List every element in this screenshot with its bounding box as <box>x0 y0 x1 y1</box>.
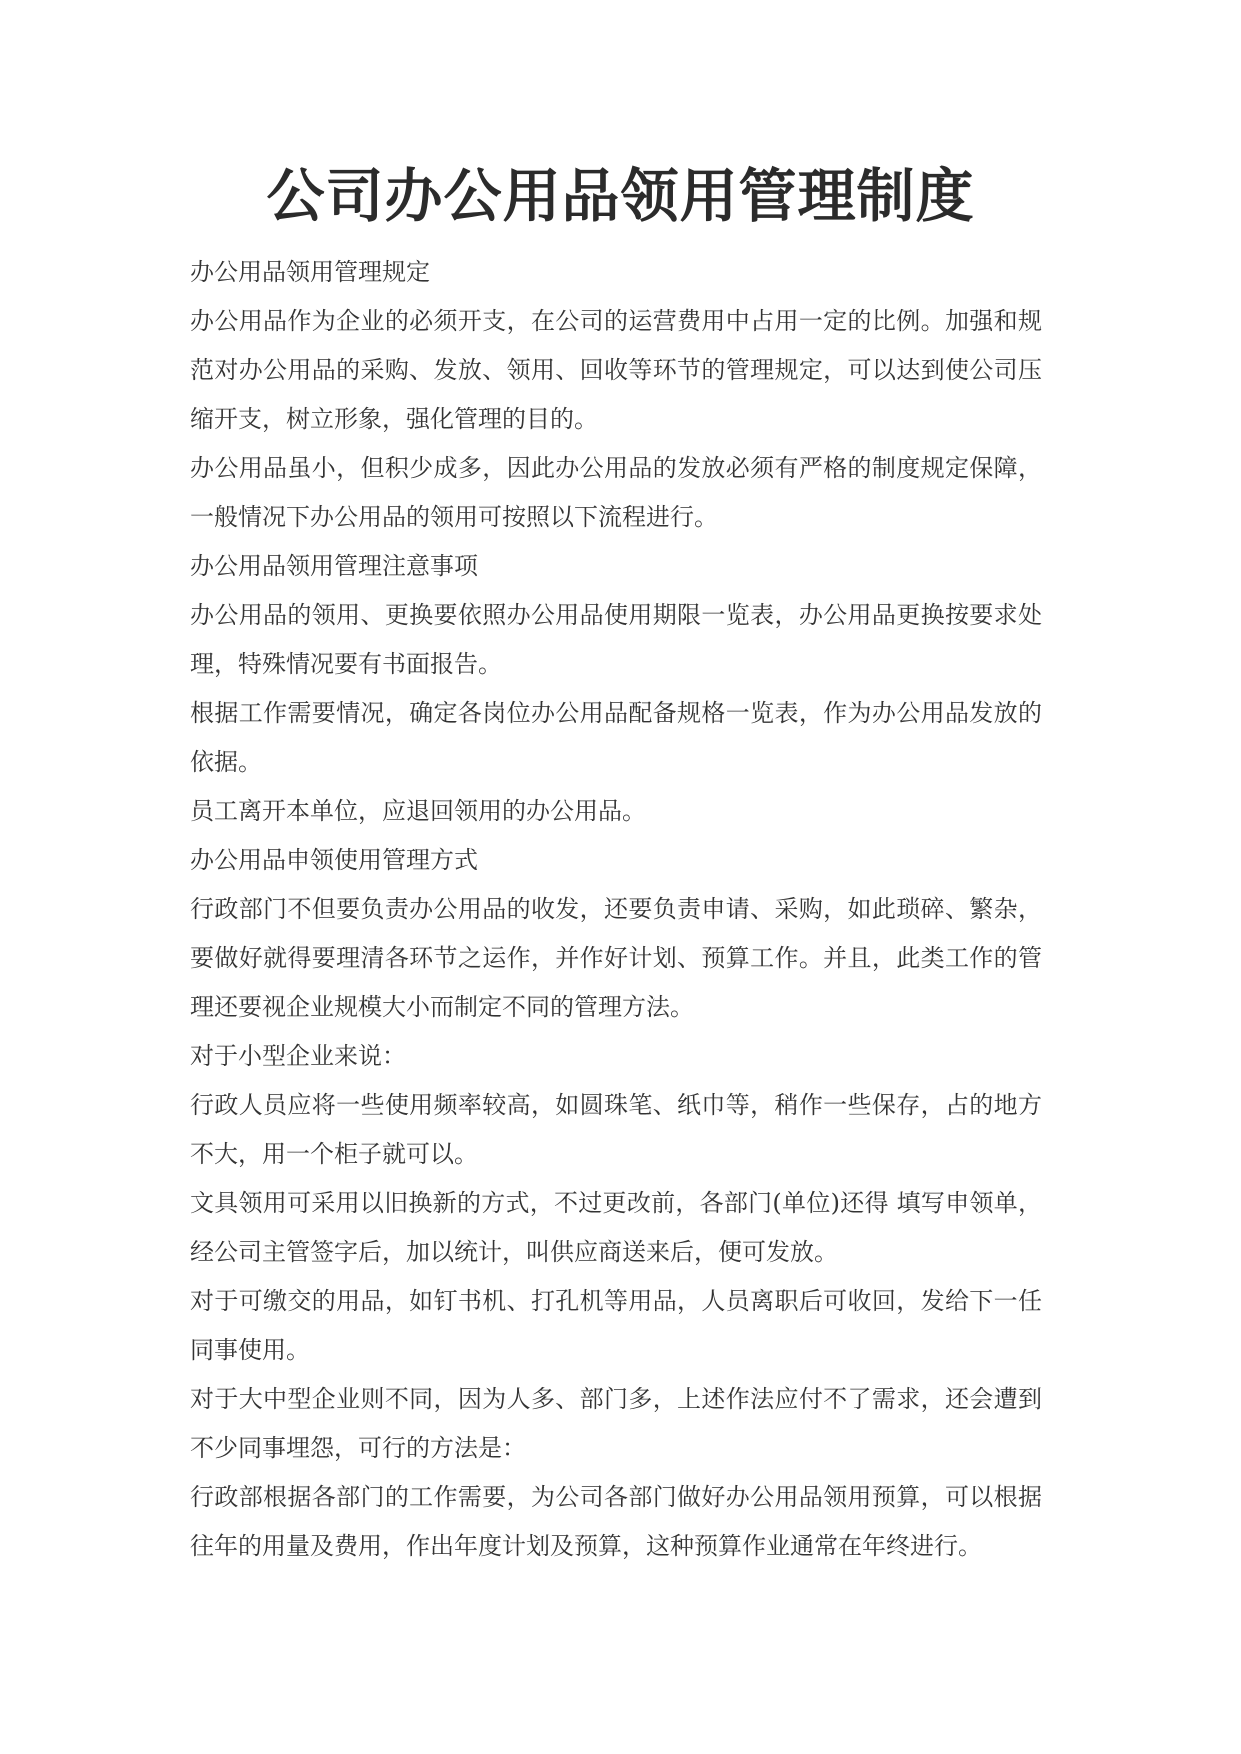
paragraph: 文具领用可采用以旧换新的方式，不过更改前，各部门(单位)还得 填写申领单，经公司主管签字后，加以统计，叫供应商送来后，便可发放。 <box>190 1189 1042 1266</box>
paragraph: 员工离开本单位，应退回领用的办公用品。 <box>190 797 646 825</box>
section-heading: 办公用品领用管理注意事项 <box>190 552 478 580</box>
paragraph: 办公用品的领用、更换要依照办公用品使用期限一览表，办公用品更换按要求处理，特殊情况要有书面报告。 <box>190 601 1042 678</box>
paragraph: 对于可缴交的用品，如钉书机、打孔机等用品，人员离职后可收回，发给下一任同事使用。 <box>190 1287 1042 1364</box>
paragraph: 行政部根据各部门的工作需要，为公司各部门做好办公用品领用预算，可以根据往年的用量及费用，作出年度计划及预算，这种预算作业通常在年终进行。 <box>190 1483 1042 1560</box>
document-title: 公司办公用品领用管理制度 <box>266 162 975 230</box>
section-heading: 办公用品领用管理规定 <box>190 258 430 286</box>
paragraph: 对于大中型企业则不同，因为人多、部门多，上述作法应付不了需求，还会遭到不少同事埋怨，可行的方法是： <box>190 1385 1042 1462</box>
paragraph: 行政部门不但要负责办公用品的收发，还要负责申请、采购，如此琐碎、繁杂，要做好就得要理清各环节之运作，并作好计划、预算工作。并且，此类工作的管理还要视企业规模大小而制定不同的管理方法。 <box>190 895 1042 1021</box>
paragraph: 办公用品虽小，但积少成多，因此办公用品的发放必须有严格的制度规定保障，一般情况下办公用品的领用可按照以下流程进行。 <box>190 454 1042 531</box>
paragraph: 行政人员应将一些使用频率较高，如圆珠笔、纸巾等，稍作一些保存，占的地方不大，用一个柜子就可以。 <box>190 1091 1042 1168</box>
document-body <box>190 248 1042 1571</box>
paragraph: 根据工作需要情况，确定各岗位办公用品配备规格一览表，作为办公用品发放的依据。 <box>190 699 1042 776</box>
paragraph: 办公用品作为企业的必须开支，在公司的运营费用中占用一定的比例。加强和规范对办公用品的采购、发放、领用、回收等环节的管理规定，可以达到使公司压缩开支，树立形象，强化管理的目的。 <box>190 307 1042 433</box>
paragraph: 对于小型企业来说： <box>190 1042 406 1070</box>
section-heading: 办公用品申领使用管理方式 <box>190 846 478 874</box>
